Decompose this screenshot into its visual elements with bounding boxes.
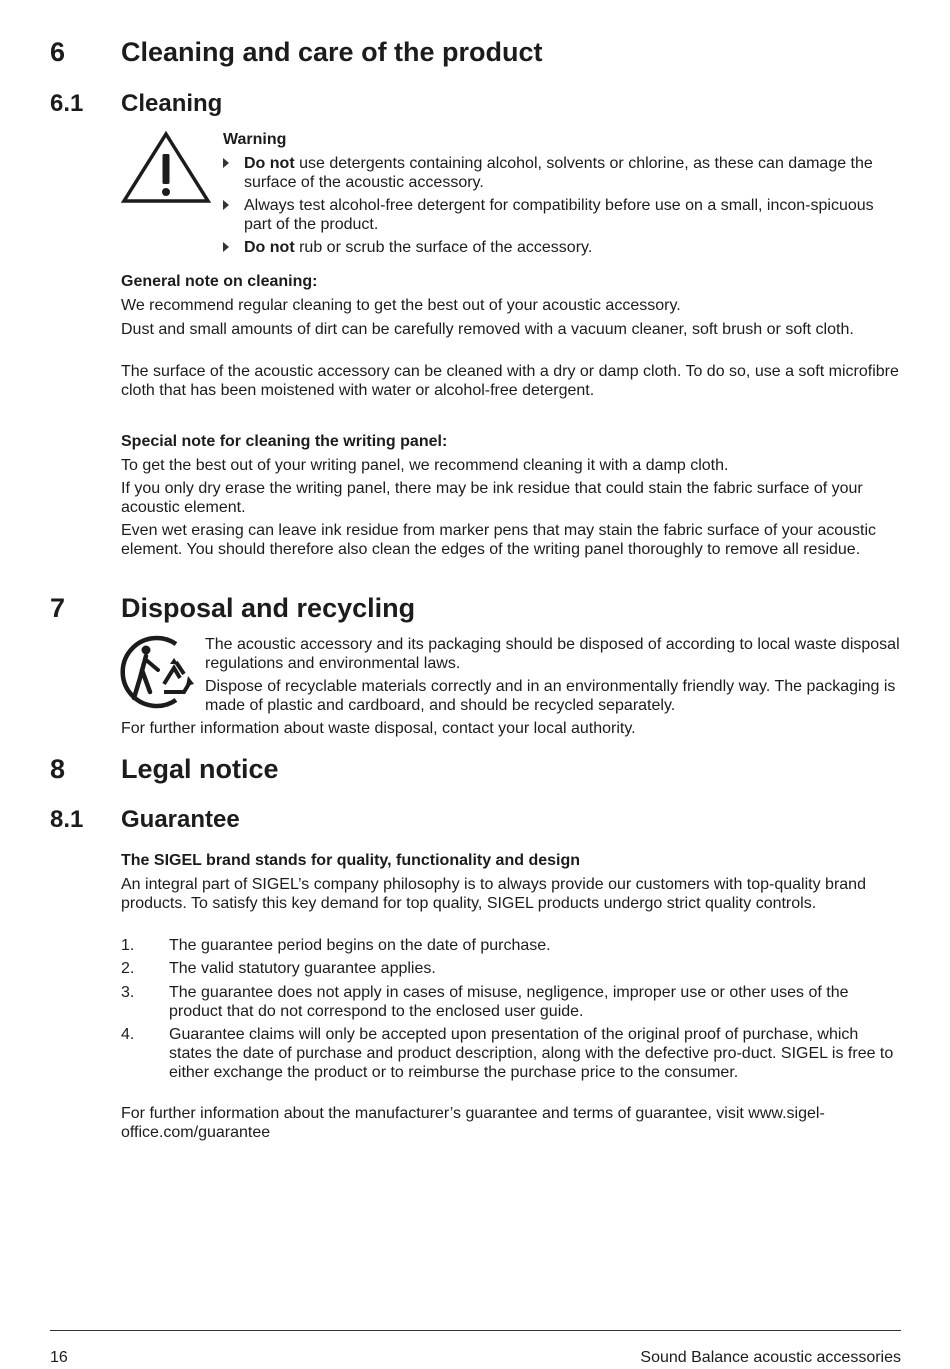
list-text: The guarantee period begins on the date of purchase. (169, 937, 551, 954)
general-note-heading: General note on cleaning: (121, 273, 318, 290)
paragraph: An integral part of SIGEL’s company philosophy is to always provide our customers with top-quality brand products. To satisfy this key demand for top quality, SIGEL products undergo strict quality controls. (121, 876, 866, 912)
section-number: 7 (50, 593, 66, 623)
warning-title: Warning (223, 131, 287, 148)
paragraph: We recommend regular cleaning to get the best out of your acoustic accessory. (121, 297, 681, 314)
warning-item-bold: Do not (244, 155, 295, 172)
bullet-arrow-icon (223, 158, 229, 168)
warning-item-text: use detergents containing alcohol, solvents or chlorine, as these can damage the surface of the acoustic accessory. (244, 155, 873, 191)
list-text: The guarantee does not apply in cases of misuse, negligence, improper use or other uses of the product that do not correspond to the enclosed user guide. (169, 984, 849, 1020)
bullet-arrow-icon (223, 242, 229, 252)
section-title: Cleaning and care of the product (121, 37, 543, 67)
list-number: 1. (121, 937, 135, 954)
recycling-disposal-icon (120, 634, 196, 710)
footer-divider (50, 1330, 901, 1331)
list-text: Guarantee claims will only be accepted upon presentation of the original proof of purchase, which states the date of purchase and product description, along with the defective pro-duct. SIGEL is free to either exchange the product or to reimburse the purchase price to the consumer. (169, 1026, 894, 1081)
bullet-arrow-icon (223, 200, 229, 210)
paragraph: The surface of the acoustic accessory can be cleaned with a dry or damp cloth. To do so, use a soft microfibre cloth that has been moistened with water or alcohol-free detergent. (121, 363, 899, 399)
paragraph: For further information about waste disposal, contact your local authority. (121, 720, 636, 737)
section-title: Guarantee (121, 806, 240, 833)
list-text: The valid statutory guarantee applies. (169, 960, 436, 977)
paragraph: If you only dry erase the writing panel, there may be ink residue that could stain the fabric surface of your acoustic element. (121, 480, 863, 516)
section-number: 8.1 (50, 806, 84, 833)
section-number: 6.1 (50, 90, 84, 117)
list-number: 3. (121, 984, 135, 1001)
paragraph: For further information about the manufacturer’s guarantee and terms of guarantee, visit www.sigel-office.com/guarantee (121, 1105, 825, 1141)
paragraph: The acoustic accessory and its packaging should be disposed of according to local waste disposal regulations and environmental laws. (205, 636, 900, 672)
footer-product-name: Sound Balance acoustic accessories (640, 1349, 901, 1366)
warning-item-text: Always test alcohol-free detergent for compatibility before use on a small, incon-spicuous part of the product. (244, 197, 874, 233)
paragraph: Dust and small amounts of dirt can be carefully removed with a vacuum cleaner, soft brush or soft cloth. (121, 321, 854, 338)
section-title: Legal notice (121, 754, 279, 784)
section-number: 6 (50, 37, 66, 67)
section-title: Disposal and recycling (121, 593, 416, 623)
section-number: 8 (50, 754, 66, 784)
warning-item-bold: Do not (244, 239, 295, 256)
list-number: 4. (121, 1026, 135, 1043)
guarantee-heading: The SIGEL brand stands for quality, functionality and design (121, 852, 581, 869)
paragraph: Dispose of recyclable materials correctly and in an environmentally friendly way. The packaging is made of plastic and cardboard, and should be recycled separately. (205, 678, 896, 714)
list-number: 2. (121, 960, 135, 977)
paragraph: To get the best out of your writing panel, we recommend cleaning it with a damp cloth. (121, 457, 729, 474)
page-number: 16 (50, 1349, 68, 1366)
special-note-heading: Special note for cleaning the writing panel: (121, 433, 448, 450)
paragraph: Even wet erasing can leave ink residue from marker pens that may stain the fabric surface of your acoustic element. You should therefore also clean the edges of the writing panel thoroughly to remove all residue. (121, 522, 877, 558)
section-title: Cleaning (121, 90, 223, 117)
warning-item-text: rub or scrub the surface of the accessory. (294, 239, 593, 256)
warning-triangle-icon (121, 130, 211, 204)
